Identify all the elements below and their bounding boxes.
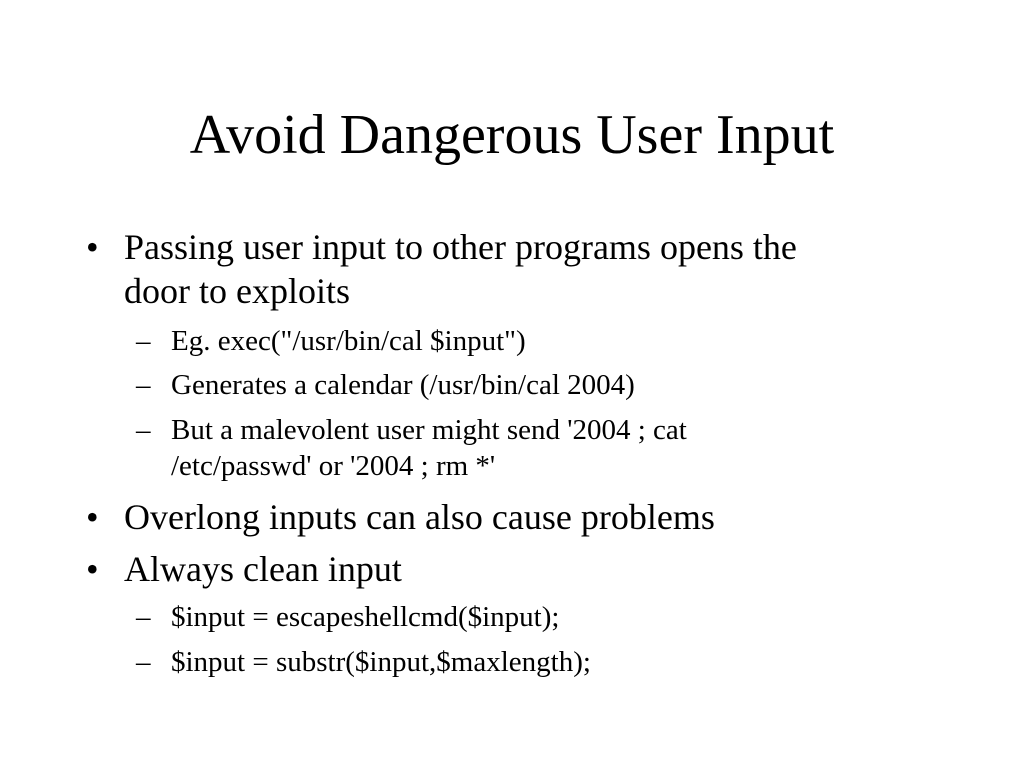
sub-bullet-marker: – [136,325,151,357]
sub-bullet-1-1: Eg. exec("/usr/bin/cal $input") [171,325,526,357]
bullet-2-line-1: Overlong inputs can also cause problems [124,497,715,537]
sub-bullet-marker: – [136,369,151,401]
bullet-marker: • [86,227,99,267]
sub-bullet-marker: – [136,601,151,633]
bullet-1-line-2: door to exploits [124,271,350,311]
bullet-3-line-1: Always clean input [124,549,402,589]
sub-bullet-1-3-line-2: /etc/passwd' or '2004 ; rm *' [171,450,496,482]
sub-bullet-3-1: $input = escapeshellcmd($input); [171,601,560,633]
sub-bullet-marker: – [136,646,151,678]
slide-title: Avoid Dangerous User Input [189,104,835,166]
sub-bullet-1-2: Generates a calendar (/usr/bin/cal 2004) [171,369,635,401]
bullet-marker: • [86,497,99,537]
sub-bullet-marker: – [136,414,151,446]
sub-bullet-3-2: $input = substr($input,$maxlength); [171,646,591,678]
sub-bullet-1-3-line-1: But a malevolent user might send '2004 ; cat [171,414,687,446]
bullet-1-line-1: Passing user input to other programs opens the [124,227,797,267]
bullet-marker: • [86,549,99,589]
